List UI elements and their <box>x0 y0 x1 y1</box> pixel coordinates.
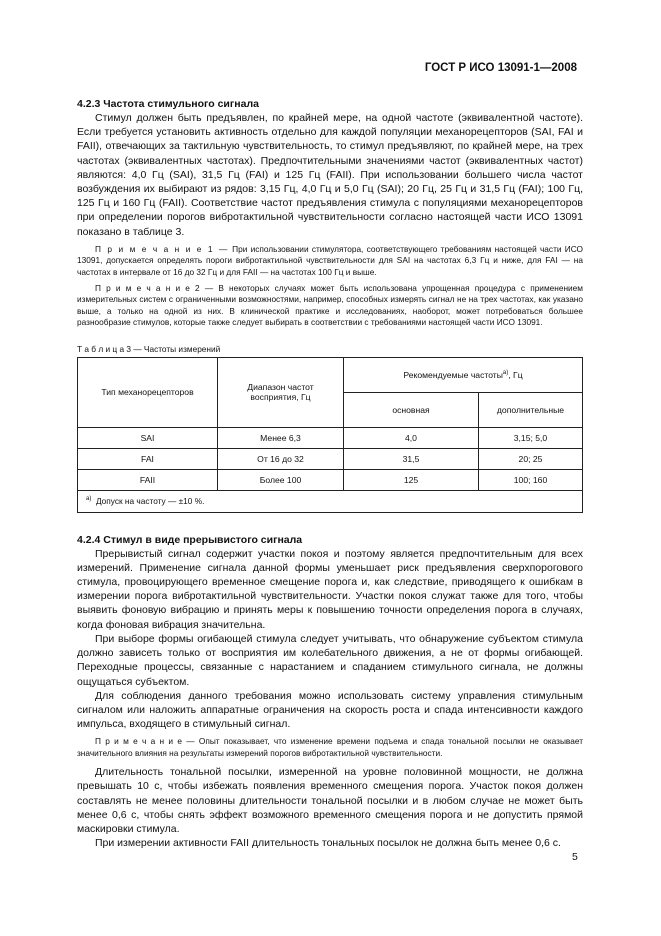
section-424-paragraph-2: При выборе формы огибающей стимула следует учитывать, что обнаружение субъектом стимула должно зависеть только от восприятия им колебательного движения, а не от формы огибающей. Переходные процессы, связанные с нарастанием и спаданием стимульного сигнала, не должны ощущаться субъектом. <box>77 632 583 688</box>
table-row <box>78 427 583 448</box>
table-caption: Т а б л и ц а 3 — Частоты измерений <box>77 343 221 354</box>
note-1-text: При использовании стимулятора, соответствующего требованиям настоящей части ИСО 13091, допускается определять пороги вибротактильной чувствительности для SAI на частотах 6,3 Гц и ниже, для FAI — на частотах в интервале от 16 до 32 Гц и для FAII — на частотах 100 Гц и выше. <box>77 243 583 277</box>
footnote-mark: а) <box>86 496 92 503</box>
cell-type: FAII <box>78 469 218 490</box>
section-424-paragraph-3: Для соблюдения данного требования можно использовать систему управления стимульным сигналом или наложить аппаратные ограничения на скорость роста и спада интенсивности каждого импульса, входящего в стимульный сигнал. <box>77 689 583 731</box>
cell-range: От 16 до 32 <box>218 448 344 469</box>
note-1-label: П р и м е ч а н и е 1 — <box>95 243 229 254</box>
col-header-additional: дополнительные <box>479 392 583 427</box>
cell-range: Менее 6,3 <box>218 427 344 448</box>
note-2 <box>77 283 583 329</box>
footnote-ref: а) <box>502 369 509 376</box>
col-header-range: Диапазон частот восприятия, Гц <box>218 357 344 427</box>
note-2-text: В некоторых случаях может быть использована упрощенная процедура с применением измерительных систем с ограниченными возможностями, например, способных измерять сигнал не на трех частотах, как указано выше, а только на одной из них. В клинической практике и исследованиях, наоборот, может потребоваться большее разнообразие стимулов, которые также следует выбирать в соответствии с требованиями настоящей части ИСО 13091. <box>77 283 583 328</box>
cell-type: SAI <box>78 427 218 448</box>
page-content <box>77 98 583 850</box>
section-424-note-text: Опыт показывает, что изменение времени подъема и спада тональной посылки не оказывает значительного влияния на результаты измерений порогов вибротактильной чувствительности. <box>77 736 583 758</box>
note-2-label: П р и м е ч а н и е 2 — <box>95 283 214 294</box>
col-header-recommended <box>344 357 583 392</box>
section-423-paragraph: Стимул должен быть предъявлен, по крайней мере, на одной частоте (эквивалентной частоте). Если требуется установить активность отдельно для каждой популяции механорецепторов (SAI, FAI и FAII), отвечающих за тактильную чувствительность, то стимул предъявляют, по крайней мере, на трех частотах (эквивалентных частотах). Предпочтительными значениями частот (эквивалентных частот) являются: 4,0 Гц (SAI), 31,5 Гц (FAI) и 125 Гц (FAII). При использовании большего числа частот возбуждения их выбирают из рядов: 3,15 Гц, 4,0 Гц и 5,0 Гц (SAI); 20 Гц, 25 Гц и 31,5 Гц (FAI); 100 Гц, 125 Гц и 160 Гц (FAII). Соответствие частот предъявления стимула с популяциями механорецепторов при определении порогов вибротактильной чувствительности согласно настоящей части ИСО 13091 показано в таблице 3. <box>77 112 583 238</box>
page-number: 5 <box>572 851 578 863</box>
section-424-title: 4.2.4 Стимул в виде прерывистого сигнала <box>77 533 303 546</box>
cell-main: 31,5 <box>344 448 479 469</box>
document-header: ГОСТ Р ИСО 13091-1—2008 <box>424 62 577 74</box>
section-424-note <box>77 736 583 759</box>
cell-range: Более 100 <box>218 469 344 490</box>
table-footnote <box>78 490 583 512</box>
section-423-title: 4.2.3 Частота стимульного сигнала <box>77 98 259 110</box>
cell-main: 125 <box>344 469 479 490</box>
section-424-note-label: П р и м е ч а н и е — <box>95 736 195 747</box>
table-row <box>78 448 583 469</box>
section-424-paragraph-4: Длительность тональной посылки, измеренной на уровне половинной мощности, не должна превышать 10 с, чтобы избежать появления временного смещения порога. Участок покоя должен составлять не менее половины длительности тональной посылки и в любом случае не может быть менее 0,6 с, чтобы снять эффект возможного временного смещения порога и не допустить прямой маскировки стимула. <box>77 766 583 835</box>
frequency-table <box>77 357 583 513</box>
col-header-recommended-unit: , Гц <box>508 369 523 380</box>
section-424-paragraph-1: Прерывистый сигнал содержит участки покоя и поэтому является предпочтительным для всех измерений. Применение сигнала данной формы уменьшает риск предъявления сверхпорогового стимула, провоцирующего временное смещение порога и, как следствие, приводящего к ошибкам в измерении порога вибротактильной чувствительности. Участки покоя служат также для того, чтобы выявить фоновую вибрацию и принять меры к повышению точности определения порога в случаях, когда фоновая вибрация значительна. <box>77 547 583 631</box>
note-1 <box>77 244 583 278</box>
cell-main: 4,0 <box>344 427 479 448</box>
section-424-paragraph-5: При измерении активности FAII длительность тональных посылок не должна быть менее 0,6 с. <box>95 837 561 850</box>
cell-additional: 100; 160 <box>479 469 583 490</box>
col-header-type: Тип механорецепторов <box>78 357 218 427</box>
cell-type: FAI <box>78 448 218 469</box>
cell-additional: 3,15; 5,0 <box>479 427 583 448</box>
table-footnote-row <box>78 490 583 512</box>
footnote-text: Допуск на частоту — ±10 %. <box>95 496 205 507</box>
col-header-recommended-text: Рекомендуемые частоты <box>403 369 503 380</box>
table-row <box>78 469 583 490</box>
col-header-main: основная <box>344 392 479 427</box>
cell-additional: 20; 25 <box>479 448 583 469</box>
